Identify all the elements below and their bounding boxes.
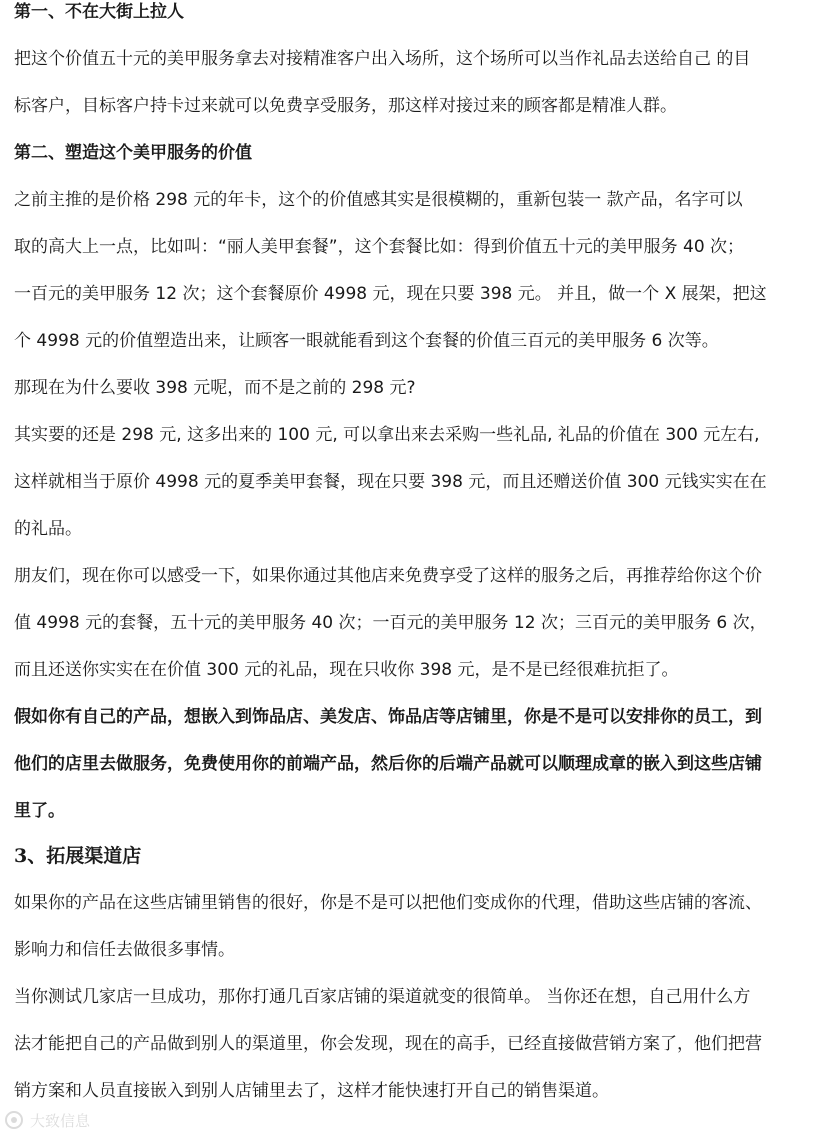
paragraph-line: 法才能把自己的产品做到别人的渠道里，你会发现，现在的高手，已经直接做营销方案了，他们把营 bbox=[14, 1034, 762, 1054]
paragraph-line: 取的高大上一点，比如叫：“丽人美甲套餐”，这个套餐比如：得到价值五十元的美甲服务 40 次； bbox=[14, 237, 745, 257]
watermark bbox=[4, 1108, 90, 1132]
bold-paragraph-line: 第一、不在大街上拉人 bbox=[14, 2, 184, 22]
paragraph-line: 标客户，目标客户持卡过来就可以免费享受服务，那这样对接过来的顾客都是精准人群。 bbox=[14, 96, 677, 116]
paragraph-line: 的礼品。 bbox=[14, 519, 82, 539]
paragraph-line: 那现在为什么要收 398 元呢，而不是之前的 298 元? bbox=[14, 378, 416, 398]
paragraph-line: 而且还送你实实在在价值 300 元的礼品，现在只收你 398 元，是不是已经很难抗拒了。 bbox=[14, 660, 679, 680]
bold-paragraph-line: 里了。 bbox=[14, 801, 65, 821]
paragraph-line: 一百元的美甲服务 12 次；这个套餐原价 4998 元，现在只要 398 元。 并且，做一个 X 展架，把这 bbox=[14, 284, 767, 304]
bold-paragraph-line: 他们的店里去做服务，免费使用你的前端产品，然后你的后端产品就可以顺理成章的嵌入到这些店铺 bbox=[14, 754, 762, 774]
paragraph-line: 这样就相当于原价 4998 元的夏季美甲套餐，现在只要 398 元，而且还赠送价值 300 元钱实实在在 bbox=[14, 472, 767, 492]
paragraph-line: 销方案和人员直接嵌入到别人店铺里去了，这样才能快速打开自己的销售渠道。 bbox=[14, 1081, 609, 1101]
logo-icon bbox=[4, 1110, 24, 1130]
paragraph-line: 之前主推的是价格 298 元的年卡，这个的价值感其实是很模糊的，重新包装一 款产品，名字可以 bbox=[14, 190, 743, 210]
paragraph-line: 值 4998 元的套餐，五十元的美甲服务 40 次；一百元的美甲服务 12 次；三百元的美甲服务 6 次， bbox=[14, 613, 767, 633]
paragraph-line: 朋友们，现在你可以感受一下，如果你通过其他店来免费享受了这样的服务之后，再推荐给你这个价 bbox=[14, 566, 762, 586]
paragraph-line: 如果你的产品在这些店铺里销售的很好，你是不是可以把他们变成你的代理，借助这些店铺的客流、 bbox=[14, 893, 762, 913]
section-heading: 3、拓展渠道店 bbox=[14, 845, 142, 867]
paragraph-line: 其实要的还是 298 元, 这多出来的 100 元, 可以拿出来去采购一些礼品, 礼品的价值在 300 元左右, bbox=[14, 425, 760, 445]
watermark-text: 大致信息 bbox=[30, 1111, 91, 1130]
paragraph-line: 个 4998 元的价值塑造出来，让顾客一眼就能看到这个套餐的价值三百元的美甲服务 6 次等。 bbox=[14, 331, 719, 351]
paragraph-line: 影响力和信任去做很多事情。 bbox=[14, 940, 235, 960]
bold-paragraph-line: 假如你有自己的产品，想嵌入到饰品店、美发店、饰品店等店铺里，你是不是可以安排你的员工，到 bbox=[14, 707, 762, 727]
bold-paragraph-line: 第二、塑造这个美甲服务的价值 bbox=[14, 143, 252, 163]
paragraph-line: 当你测试几家店一旦成功，那你打通几百家店铺的渠道就变的很简单。 当你还在想，自己用什么方 bbox=[14, 987, 751, 1007]
paragraph-line: 把这个价值五十元的美甲服务拿去对接精准客户出入场所，这个场所可以当作礼品去送给自己 的目 bbox=[14, 49, 751, 69]
